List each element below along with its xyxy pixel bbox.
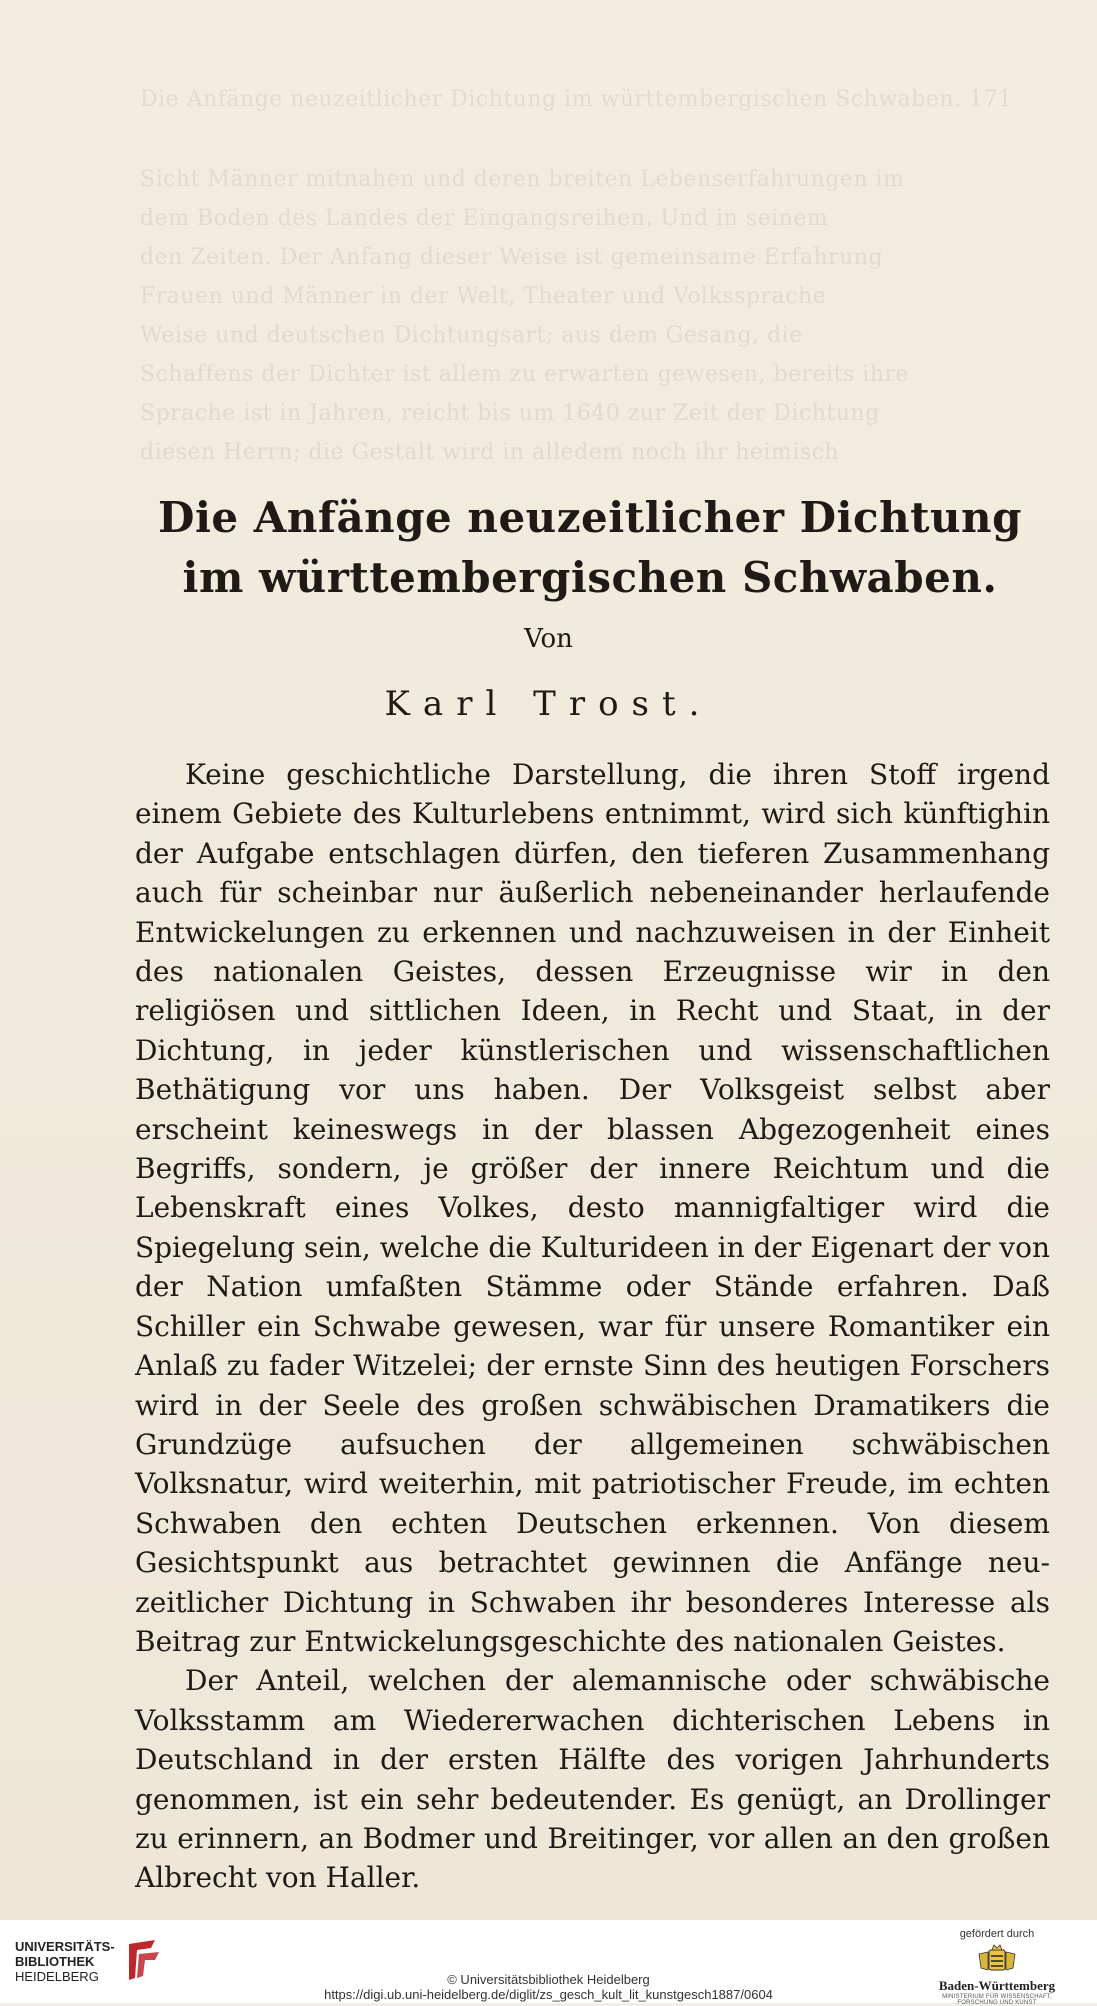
bleed-through-text: den Zeiten. Der Anfang dieser Weise ist gemeinsame Erfahrung <box>140 245 884 270</box>
bleed-through-text: Sprache ist in Jahren, reicht bis um 1640 zur Zeit der Dichtung <box>140 401 880 426</box>
coat-of-arms-icon <box>977 1944 1017 1976</box>
paragraph: Keine geschichtliche Darstellung, die ihren Stoff irgend einem Gebiete des Kulturlebens entnimmt, wird sich künftighin der Aufgabe entschlagen dürfen, den tieferen Zusammenhang auch für scheinbar nur äußerlich nebeneinander herlaufende Entwickelungen zu erkennen und nachzuweisen in der Einheit des nationalen Geistes, dessen Erzeugnisse wir in den religiösen und sittlichen Ideen, in Recht und Staat, in der Dichtung, in jeder künstlerischen und wissenschaftlichen Bethätigung vor uns haben. Der Volksgeist selbst aber erscheint keineswegs in der blassen Abgezogenheit eines Begriffs, sondern, je größer der innere Reichtum und die Lebenskraft eines Volkes, desto mannigfaltiger wird die Spiegelung sein, welche die Kulturideen in der Eigenart der von der Nation umfaßten Stämme oder Stände erfahren. Daß Schiller ein Schwabe gewesen, war für unsere Romantiker ein Anlaß zu fader Witzelei; der ernste Sinn des heutigen Forschers wird in der Seele des großen schwäbischen Dramatikers die Grundzüge aufsuchen der allgemeinen schwäbischen Volksnatur, wird weiterhin, mit patriotischer Freude, im echten Schwaben den echten Deutschen erkennen. Von diesem Gesichtspunkt aus betrachtet gewinnen die Anfänge neuzeitlicher Dichtung in Schwaben ihr besonderes Interesse als Beitrag zur Entwickelungsgeschichte des nationalen Geistes. <box>135 758 1050 1658</box>
digitization-footer <box>0 1920 1097 2006</box>
library-name: UNIVERSITÄTS- BIBLIOTHEK HEIDELBERG <box>15 1938 115 1984</box>
permalink-url[interactable]: https://digi.ub.uni-heidelberg.de/diglit/zs_gesch_kult_lit_kunstgesch1887/0604 <box>324 1987 773 2002</box>
sponsor-ministry: MINISTERIUM FÜR WISSENSCHAFT, FORSCHUNG UND KUNST <box>942 1994 1052 2006</box>
bleed-through-text: dem Boden des Landes der Eingangsreihen. Und in seinem <box>140 206 829 231</box>
bleed-through-text: Weise und deutschen Dichtungsart; aus dem Gesang, die <box>140 323 803 348</box>
byline-von: Von <box>524 624 573 654</box>
author-name: Karl Trost. <box>384 684 713 724</box>
sponsor-name: Baden-Württemberg <box>938 1978 1056 1993</box>
article-body <box>135 755 1050 1898</box>
bleed-through-text: Schaffens der Dichter ist allem zu erwarten gewesen, bereits ihre <box>140 362 910 387</box>
funded-by-label: gefördert durch <box>959 1928 1035 1940</box>
bleed-through-text: Sicht Männer mitnahen und deren breiten Lebenserfahrungen im <box>140 167 905 192</box>
bleed-through-text: Die Anfänge neuzeitlicher Dichtung im württembergischen Schwaben. 171 <box>140 87 1013 112</box>
bleed-through-text: diesen Herrn; die Gestalt wird in alledem noch ihr heimisch <box>140 440 840 465</box>
paragraph: Der Anteil, welchen der alemannische oder schwäbische Volksstamm am Wiedererwachen dichterischen Lebens in Deutschland in der ersten Hälfte des vorigen Jahrhunderts genommen, ist ein sehr bedeutender. Es genügt, an Drollinger zu erinnern, an Bodmer und Breitinger, vor allen an den großen Albrecht von Haller. <box>135 1664 1050 1895</box>
article-title: Die Anfänge neuzeitlicher Dichtung im württembergischen Schwaben. <box>158 493 1022 602</box>
sponsor-block <box>927 1928 1067 2006</box>
bleed-through-text: Frauen und Männer in der Welt, Theater und Volkssprache <box>140 284 827 309</box>
copyright-notice: © Universitätsbibliothek Heidelberg <box>447 1972 650 1987</box>
